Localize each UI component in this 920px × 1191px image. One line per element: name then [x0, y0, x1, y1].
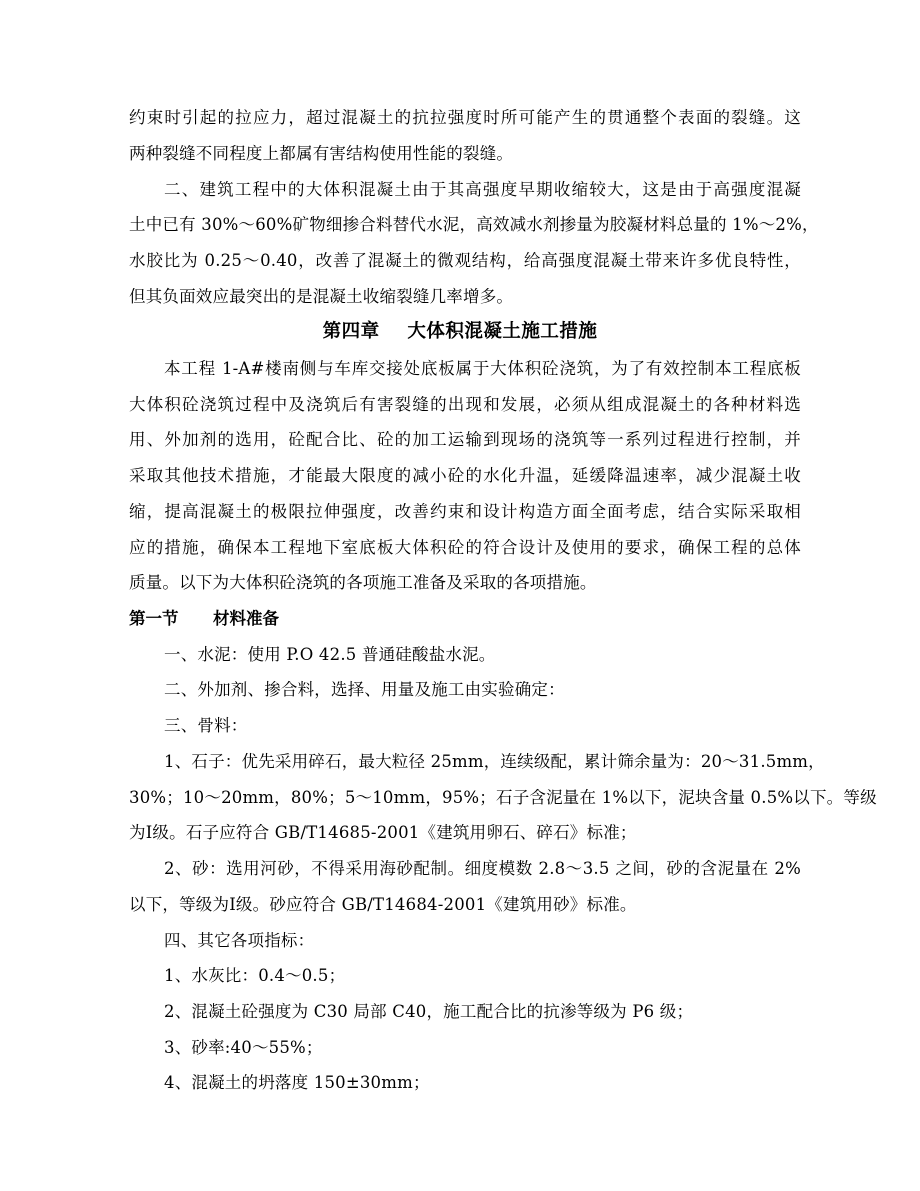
- paragraph-line: 采取其他技术措施，才能最大限度的减小砼的水化升温，延缓降温速率，减少混凝土收: [129, 466, 801, 485]
- paragraph-line: 缩，提高混凝土的极限拉伸强度，改善约束和设计构造方面全面考虑，结合实际采取相: [129, 502, 801, 521]
- paragraph-line: 应的措施，确保本工程地下室底板大体积砼的符合设计及使用的要求，确保工程的总体: [129, 538, 801, 557]
- paragraph-line: 二、建筑工程中的大体积混凝土由于其高强度早期收缩较大，这是由于高强度混凝: [164, 180, 801, 199]
- paragraph-line: 四、其它各项指标：: [164, 931, 315, 950]
- paragraph-line: 但其负面效应最突出的是混凝土收缩裂缝几率增多。: [129, 287, 514, 306]
- paragraph-line: 2、砂：选用河砂，不得采用海砂配制。细度模数 2.8～3.5 之间，砂的含泥量在 2%: [164, 859, 801, 878]
- paragraph-line: 水胶比为 0.25～0.40，改善了混凝土的微观结构，给高强度混凝土带来许多优良特性，: [129, 251, 801, 270]
- paragraph-line: 两种裂缝不同程度上都属有害结构使用性能的裂缝。: [129, 144, 514, 163]
- paragraph-line: 质量。以下为大体积砼浇筑的各项施工准备及采取的各项措施。: [129, 573, 597, 592]
- chapter-title: 第四章 大体积混凝土施工措施: [322, 321, 598, 342]
- paragraph-line: 30%；10～20mm，80%；5～10mm，95%；石子含泥量在 1%以下，泥块含量 0.5%以下。等级: [129, 788, 877, 807]
- paragraph-line: 本工程 1-A#楼南侧与车库交接处底板属于大体积砼浇筑，为了有效控制本工程底板: [164, 359, 801, 378]
- paragraph-line: 4、混凝土的坍落度 150±30mm；: [164, 1073, 430, 1092]
- paragraph-line: 1、石子：优先采用碎石，最大粒径 25mm，连续级配，累计筛余量为：20～31.5mm，: [164, 752, 825, 771]
- paragraph-line: 约束时引起的拉应力，超过混凝土的抗拉强度时所可能产生的贯通整个表面的裂缝。这: [129, 108, 801, 127]
- paragraph-line: 1、水灰比：0.4～0.5；: [164, 966, 346, 985]
- paragraph-line: 大体积砼浇筑过程中及浇筑后有害裂缝的出现和发展，必须从组成混凝土的各种材料选: [129, 395, 801, 414]
- paragraph-line: 为Ⅰ级。石子应符合 GB/T14685-2001《建筑用卵石、碎石》标准；: [129, 823, 637, 842]
- section-title: 第一节 材料准备: [129, 609, 279, 628]
- paragraph-line: 2、混凝土砼强度为 C30 局部 C40，施工配合比的抗渗等级为 P6 级；: [164, 1002, 694, 1021]
- paragraph-line: 一、水泥：使用 P.O 42.5 普通硅酸盐水泥。: [164, 645, 496, 664]
- paragraph-line: 用、外加剂的选用，砼配合比、砼的加工运输到现场的浇筑等一系列过程进行控制，并: [129, 430, 801, 449]
- paragraph-line: 以下，等级为Ⅰ级。砂应符合 GB/T14684-2001《建筑用砂》标准。: [129, 895, 637, 914]
- paragraph-line: 三、骨料：: [164, 716, 248, 735]
- paragraph-line: 3、砂率:40～55%；: [164, 1038, 323, 1057]
- paragraph-line: 二、外加剂、掺合料，选择、用量及施工由实验确定：: [164, 680, 565, 699]
- paragraph-line: 土中已有 30%～60%矿物细掺合料替代水泥，高效减水剂掺量为胶凝材料总量的 1%～2%，: [129, 215, 819, 234]
